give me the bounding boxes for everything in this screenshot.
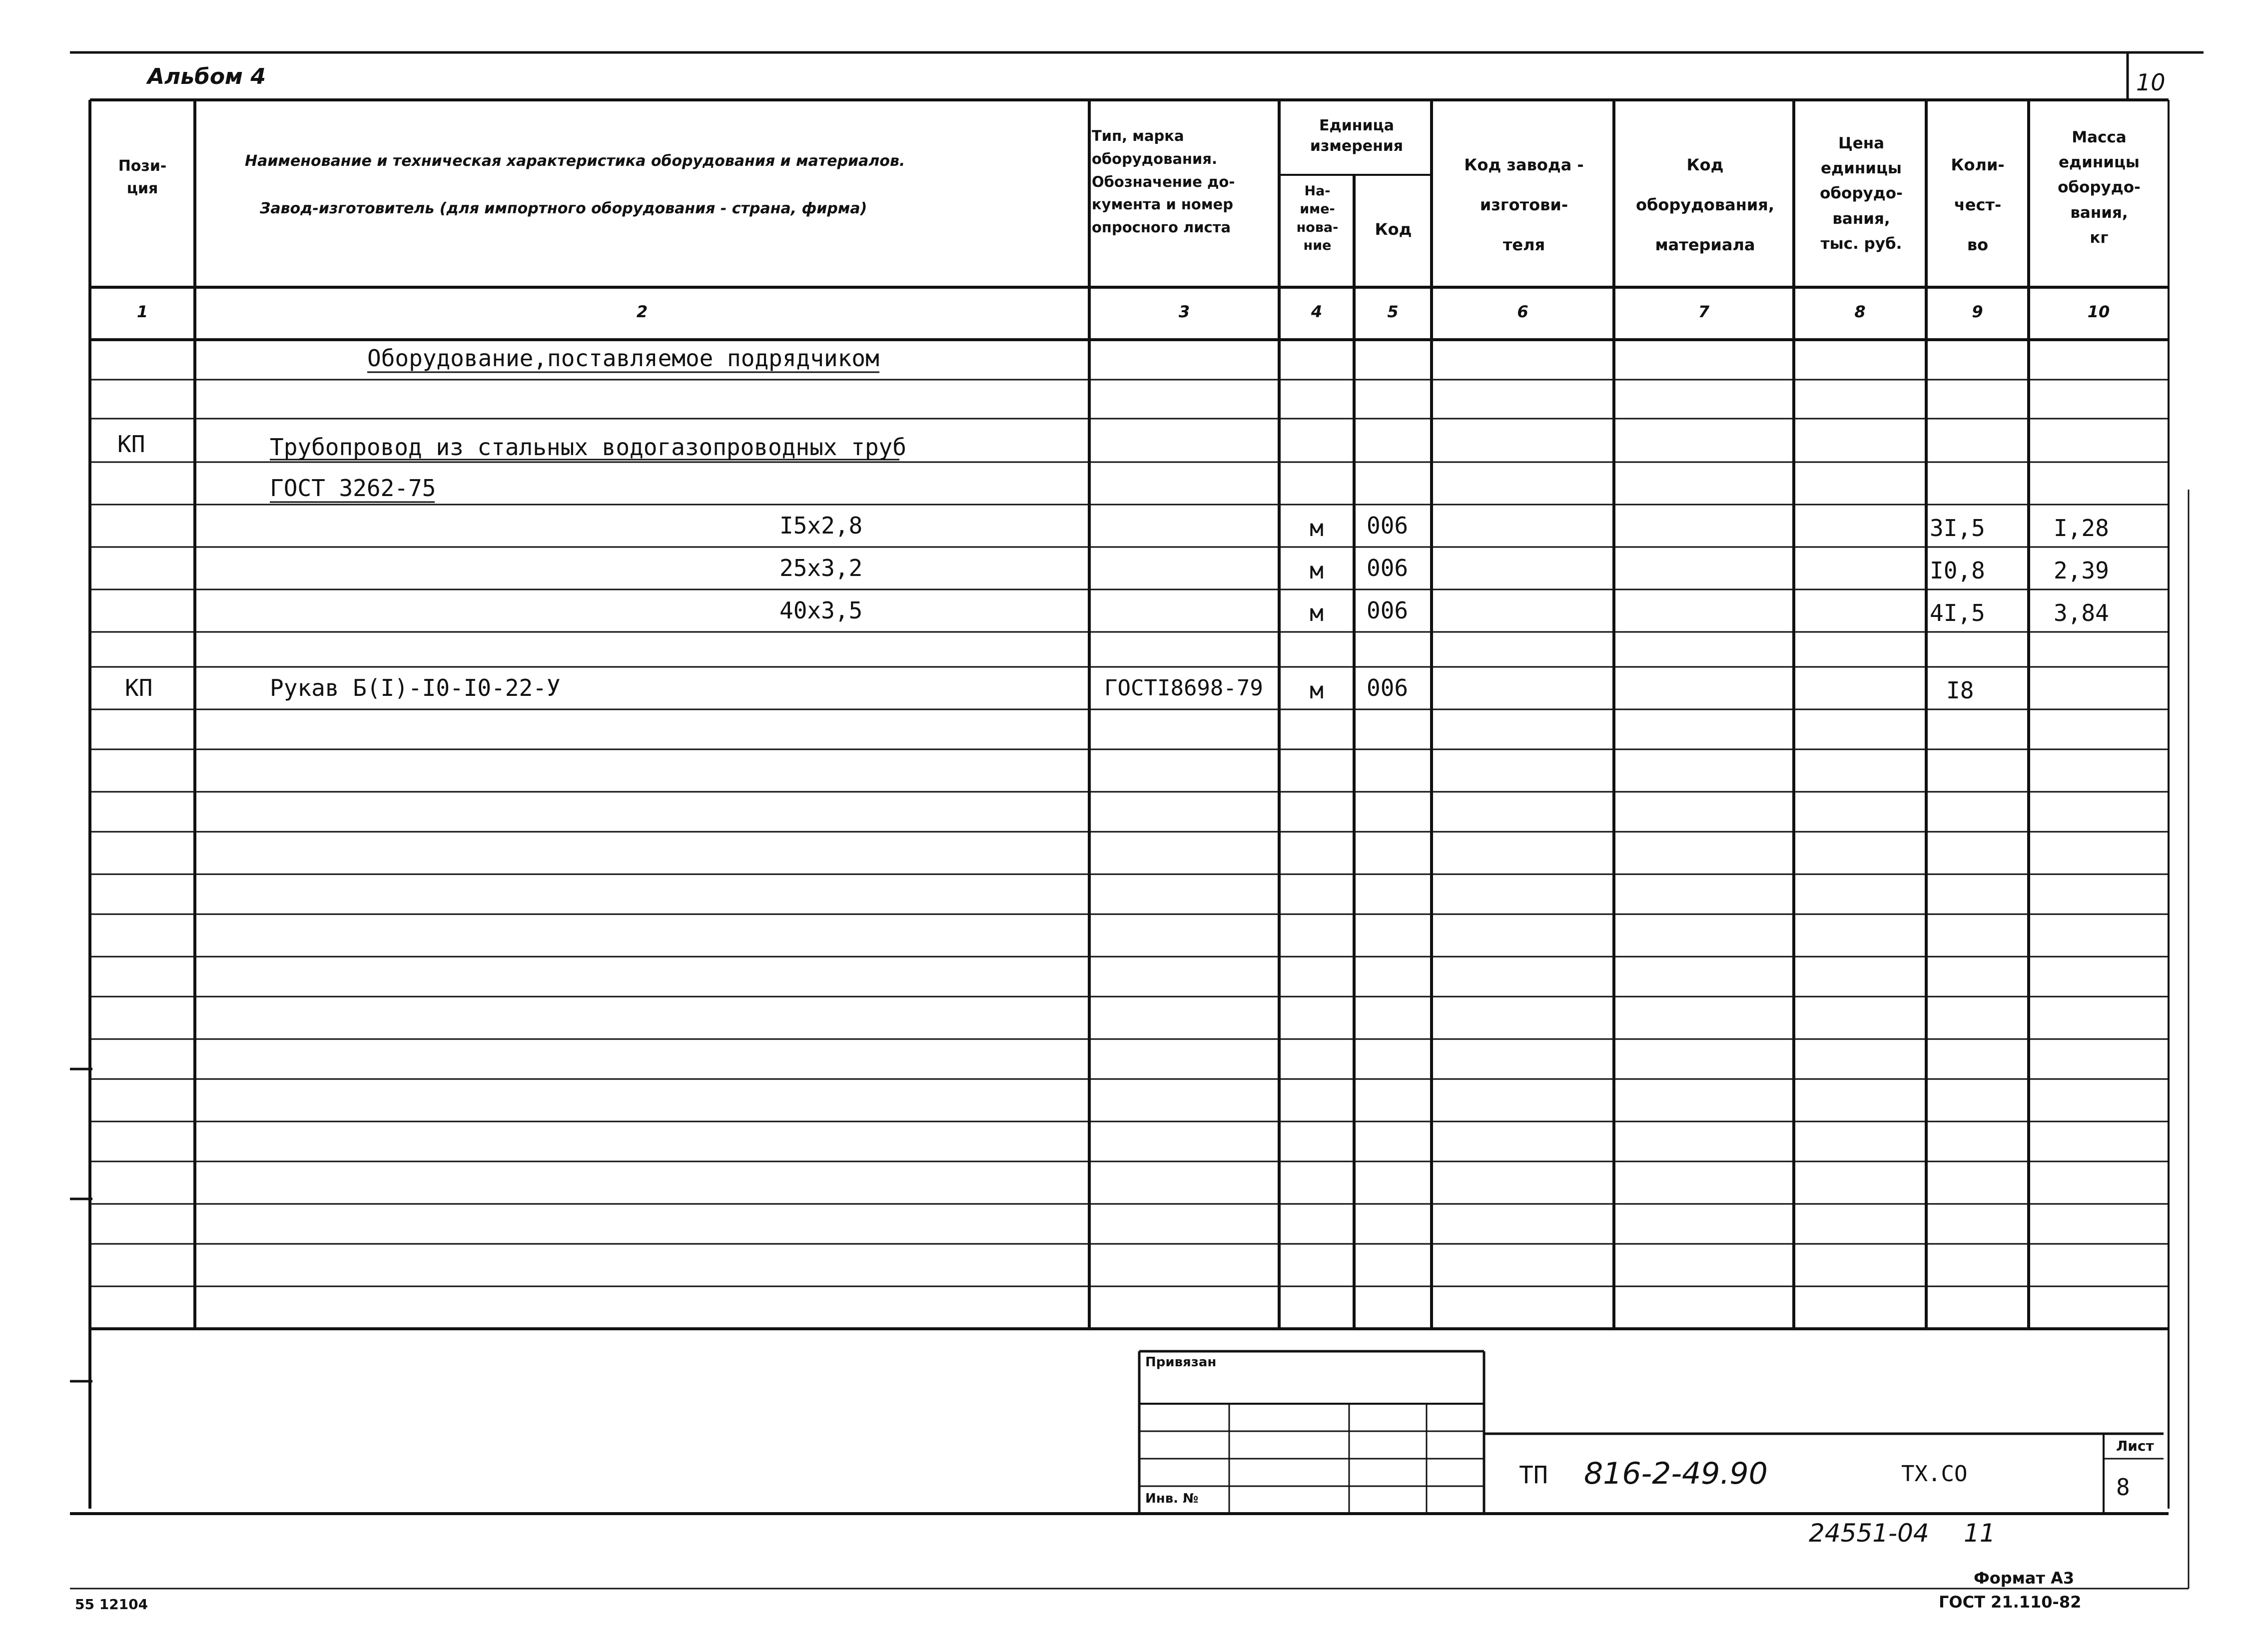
pipe-unit: м — [1310, 557, 1324, 584]
header-price: Цена единицы оборудо- вания, тыс. руб. — [1820, 134, 1903, 253]
hose-doc: ГОСТI8698-79 — [1104, 675, 1263, 701]
pipe-unit: м — [1310, 515, 1324, 542]
pipe-mass: 2,39 — [2054, 557, 2109, 584]
stamp-attached: Привязан — [1145, 1355, 1217, 1370]
header-type: Тип, марка оборудования. Обозначение до- кумента и номер опросного листа — [1092, 127, 1235, 236]
doc-prefix: ТП — [1519, 1461, 1548, 1489]
pipe-qty: 4I,5 — [1930, 599, 1985, 626]
standard-label: ГОСТ 21.110-82 — [1939, 1593, 2082, 1612]
pipe-name: Трубопровод из стальных водогазопроводных труб — [270, 434, 906, 461]
handwritten-sheet: 11 — [1964, 1519, 1996, 1548]
hose-name: Рукав Б(I)-I0-I0-22-У — [270, 674, 561, 701]
stamp-inv: Инв. № — [1145, 1491, 1199, 1506]
sheet-corner-number: 10 — [2136, 69, 2166, 96]
hose-code: 006 — [1367, 674, 1409, 701]
format-label: Формат А3 — [1974, 1569, 2075, 1588]
pipe-mass: 3,84 — [2054, 599, 2109, 626]
colnum-7: 7 — [1698, 302, 1710, 321]
doc-number: 816-2-49.90 — [1584, 1456, 1768, 1491]
colnum-10: 10 — [2087, 302, 2110, 321]
doc-suffix: ТХ.СО — [1901, 1461, 1968, 1487]
pipe-code: 006 — [1367, 512, 1409, 539]
colnum-3: 3 — [1178, 302, 1190, 321]
colnum-5: 5 — [1387, 302, 1399, 321]
bottom-left-code: 55 12104 — [75, 1596, 148, 1613]
pipe-code: 006 — [1367, 597, 1409, 624]
header-unit-group: Единица измерения — [1310, 117, 1404, 155]
handwritten-code: 24551-04 — [1809, 1519, 1929, 1548]
pipe-position: КП — [117, 431, 145, 458]
pipe-unit: м — [1310, 599, 1324, 626]
pipe-qty: I0,8 — [1930, 557, 1985, 584]
colnum-6: 6 — [1517, 302, 1528, 321]
header-name-line1: Наименование и техническая характеристика оборудования и материалов. — [245, 152, 905, 170]
pipe-mass: I,28 — [2054, 515, 2109, 542]
pipe-size: I5x2,8 — [779, 512, 863, 539]
pipe-gost: ГОСТ 3262-75 — [270, 475, 436, 502]
colnum-9: 9 — [1972, 302, 1983, 321]
header-unit-name: На- име- нова- ние — [1296, 183, 1339, 254]
pipe-qty: 3I,5 — [1930, 515, 1985, 542]
colnum-2: 2 — [636, 302, 648, 321]
colnum-4: 4 — [1311, 302, 1323, 321]
colnum-8: 8 — [1854, 302, 1866, 321]
pipe-size: 40x3,5 — [779, 597, 863, 624]
list-label: Лист — [2116, 1438, 2154, 1454]
hose-position: КП — [125, 674, 153, 701]
header-mass: Масса единицы оборудо- вания, кг — [2058, 128, 2141, 247]
section-title: Оборудование,поставляемое подрядчиком — [367, 345, 879, 372]
pipe-code: 006 — [1367, 554, 1409, 581]
header-name-line2: Завод-изготовитель (для импортного оборудования - страна, фирма) — [260, 200, 867, 217]
header-position: Пози- ция — [118, 157, 167, 197]
album-label: Альбом 4 — [147, 64, 266, 89]
list-number: 8 — [2116, 1474, 2130, 1501]
header-equipment-code: Код оборудования, материала — [1636, 155, 1774, 254]
colnum-1: 1 — [136, 302, 148, 321]
header-factory-code: Код завода - изготови- теля — [1464, 155, 1584, 254]
header-unit-code: Код — [1375, 220, 1412, 239]
hose-unit: м — [1310, 677, 1324, 704]
pipe-size: 25x3,2 — [779, 554, 863, 581]
header-quantity: Коли- чест- во — [1951, 155, 2005, 254]
hose-qty: I8 — [1946, 677, 1974, 704]
